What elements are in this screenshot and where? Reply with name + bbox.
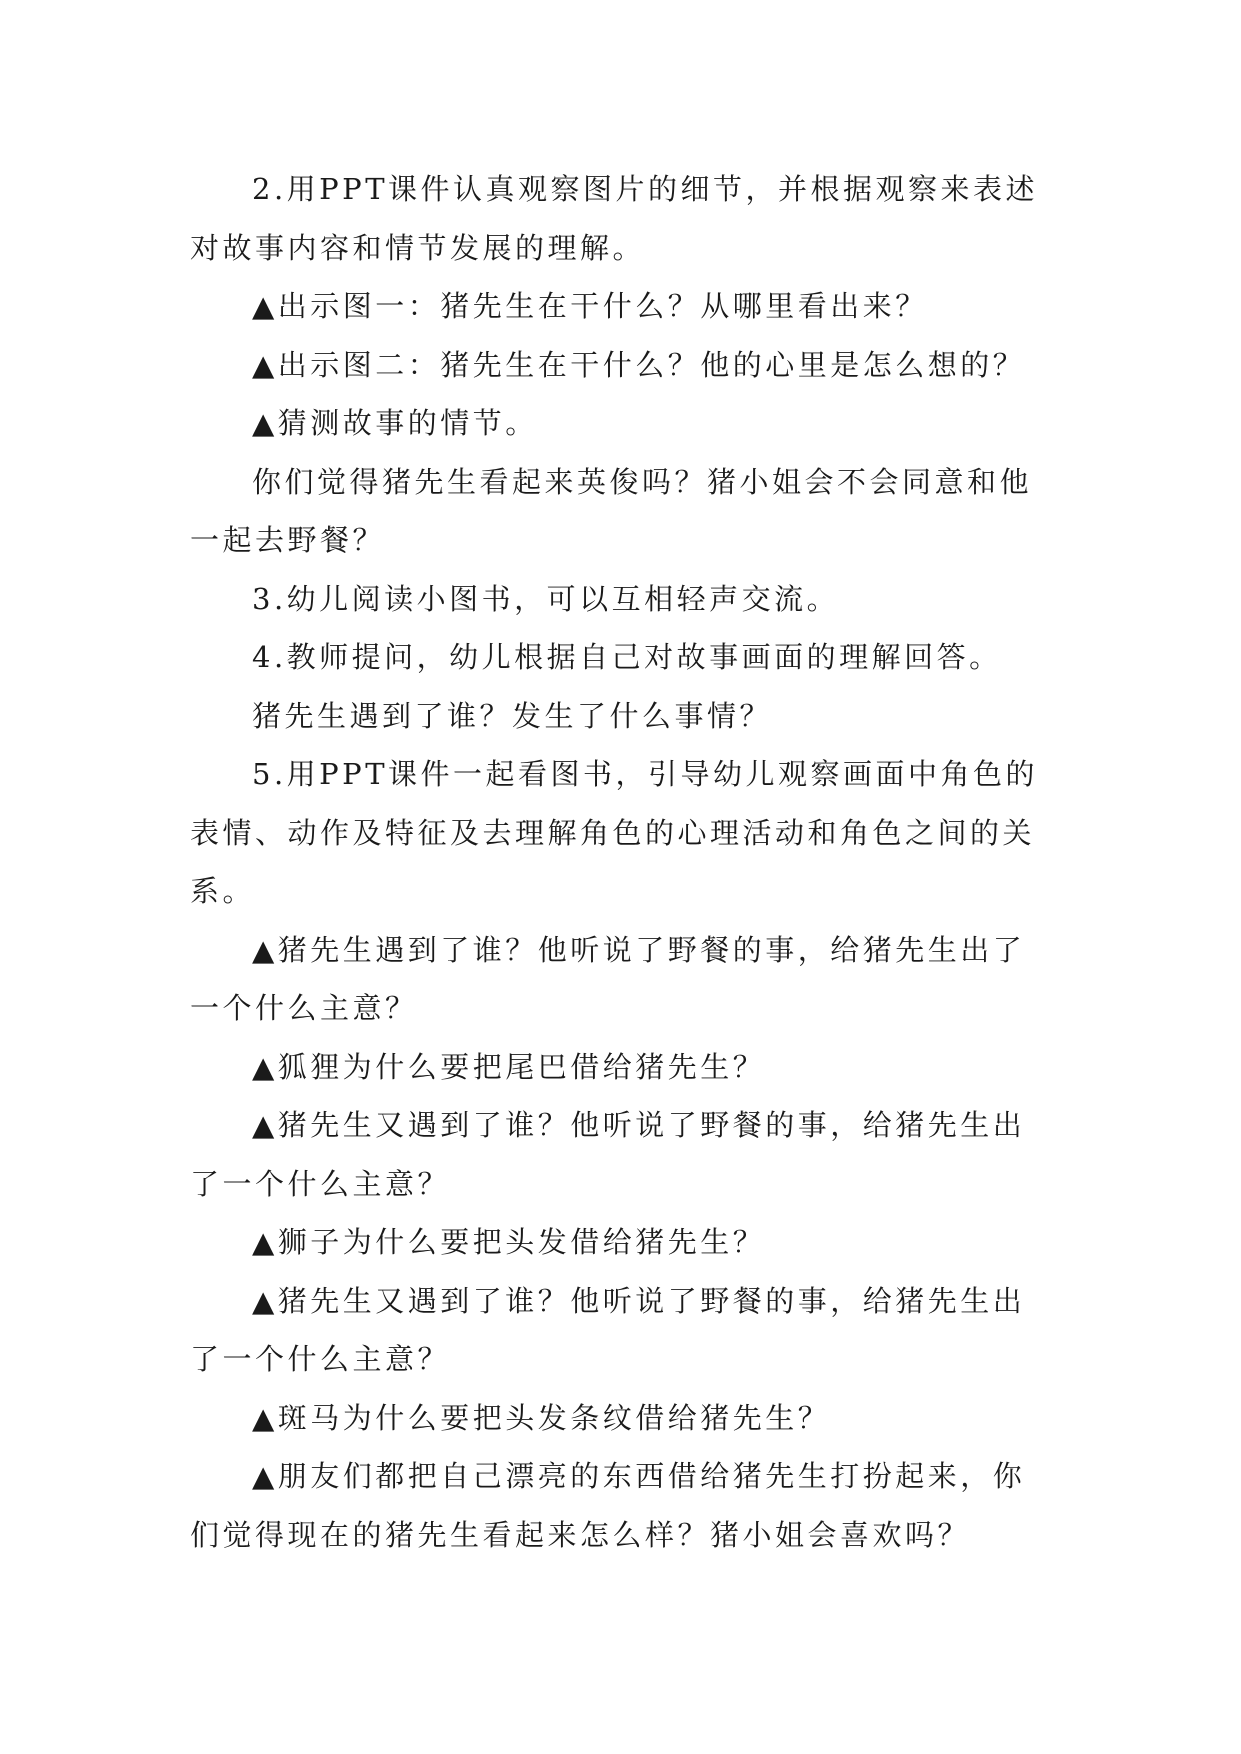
paragraph-show-image-1: ▲出示图一：猪先生在干什么？从哪里看出来？	[252, 289, 928, 323]
paragraph-met-lion: ▲猪先生又遇到了谁？他听说了野餐的事，给猪先生出了一个什么主意？	[190, 1108, 1026, 1201]
paragraph-step-2: 2.用PPT课件认真观察图片的细节，并根据观察来表述对故事内容和情节发展的理解。	[190, 172, 1039, 265]
paragraph-step-4: 4.教师提问，幼儿根据自己对故事画面的理解回答。	[252, 640, 1002, 674]
paragraph-met-fox: ▲猪先生遇到了谁？他听说了野餐的事，给猪先生出了一个什么主意？	[190, 932, 1026, 1025]
paragraph-step-5: 5.用PPT课件一起看图书，引导幼儿观察画面中角色的表情、动作及特征及去理解角色的心理活动和角色之间的关系。	[190, 757, 1039, 908]
paragraph-lion-hair: ▲狮子为什么要把头发借给猪先生？	[252, 1225, 766, 1259]
paragraph-met-zebra: ▲猪先生又遇到了谁？他听说了野餐的事，给猪先生出了一个什么主意？	[190, 1283, 1026, 1376]
paragraph-handsome-question: 你们觉得猪先生看起来英俊吗？猪小姐会不会同意和他一起去野餐？	[190, 464, 1033, 557]
paragraph-fox-tail: ▲狐狸为什么要把尾巴借给猪先生？	[252, 1049, 766, 1084]
paragraph-step-3: 3.幼儿阅读小图书，可以互相轻声交流。	[252, 581, 840, 616]
document-body	[190, 160, 1050, 1564]
paragraph-zebra-stripes: ▲斑马为什么要把头发条纹借给猪先生？	[252, 1400, 831, 1435]
paragraph-guess-plot: ▲猜测故事的情节。	[252, 406, 538, 440]
paragraph-friends-dressed-up: ▲朋友们都把自己漂亮的东西借给猪先生打扮起来，你们觉得现在的猪先生看起来怎么样？猪小姐会喜欢吗？	[190, 1459, 1026, 1552]
paragraph-who-met: 猪先生遇到了谁？发生了什么事情？	[252, 698, 773, 733]
paragraph-show-image-2: ▲出示图二：猪先生在干什么？他的心里是怎么想的？	[252, 347, 1026, 382]
